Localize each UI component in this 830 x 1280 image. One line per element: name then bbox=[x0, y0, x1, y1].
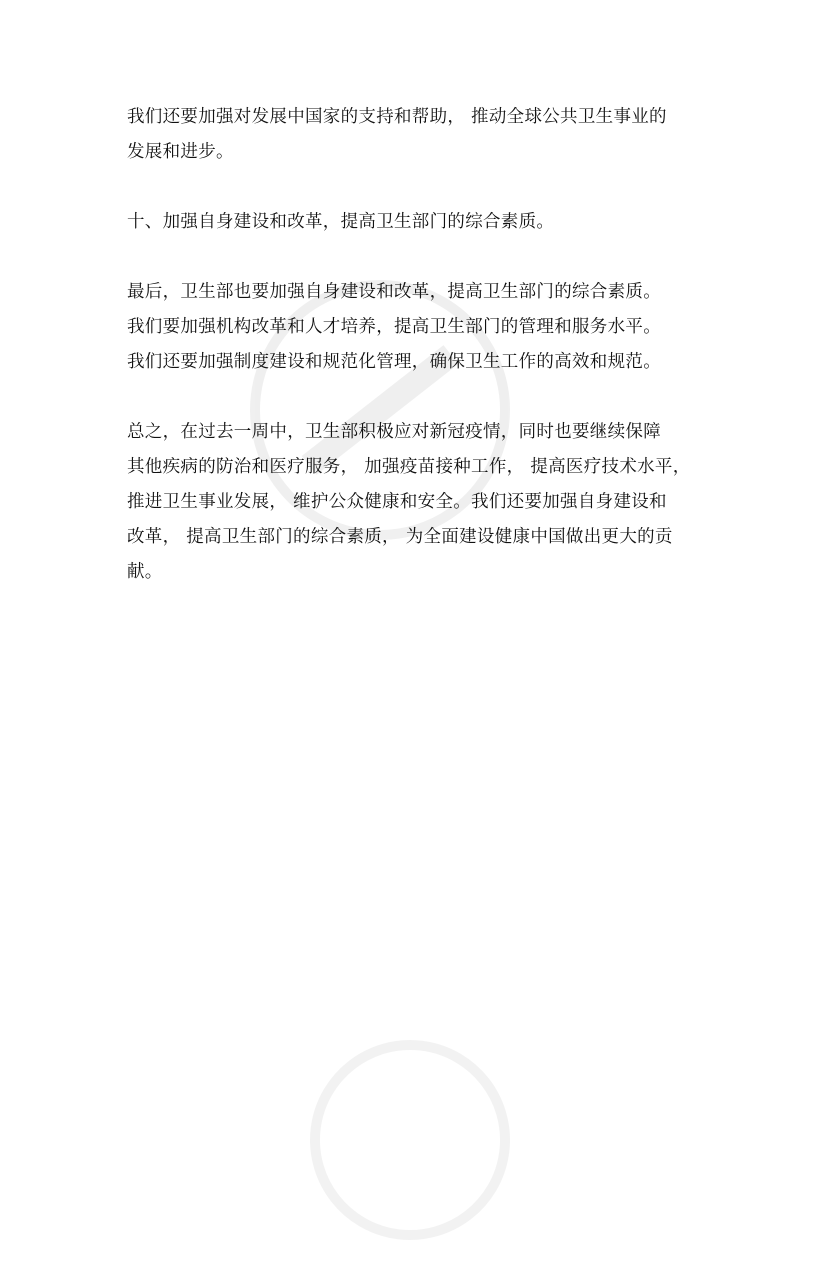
section-heading-ten: 十、加强自身建设和改革，提高卫生部门的综合素质。 bbox=[127, 212, 555, 232]
paragraph-spacer bbox=[127, 380, 717, 415]
document-body bbox=[127, 100, 717, 590]
watermark-icon-bottom bbox=[270, 1000, 551, 1280]
paragraph-conclusion: 总之，在过去一周中，卫生部积极应对新冠疫情，同时也要继续保障 其他疾病的防治和医疗服务， 加强疫苗接种工作， 提高医疗技术水平， 推进卫生事业发展， 维护公众健康和安全。我们还要加强自身建设和 改革， 提高卫生部门的综合素质， 为全面建设健康中国做出更大的贡 献。 bbox=[127, 422, 691, 582]
paragraph-global-health: 我们还要加强对发展中国家的支持和帮助， 推动全球公共卫生事业的 发展和进步。 bbox=[127, 107, 667, 162]
paragraph-self-building: 最后，卫生部也要加强自身建设和改革，提高卫生部门的综合素质。 我们要加强机构改革和人才培养，提高卫生部门的管理和服务水平。 我们还要加强制度建设和规范化管理，确保卫生工作的高效和规范。 bbox=[127, 282, 661, 372]
paragraph-spacer bbox=[127, 240, 717, 275]
paragraph-spacer bbox=[127, 170, 717, 205]
